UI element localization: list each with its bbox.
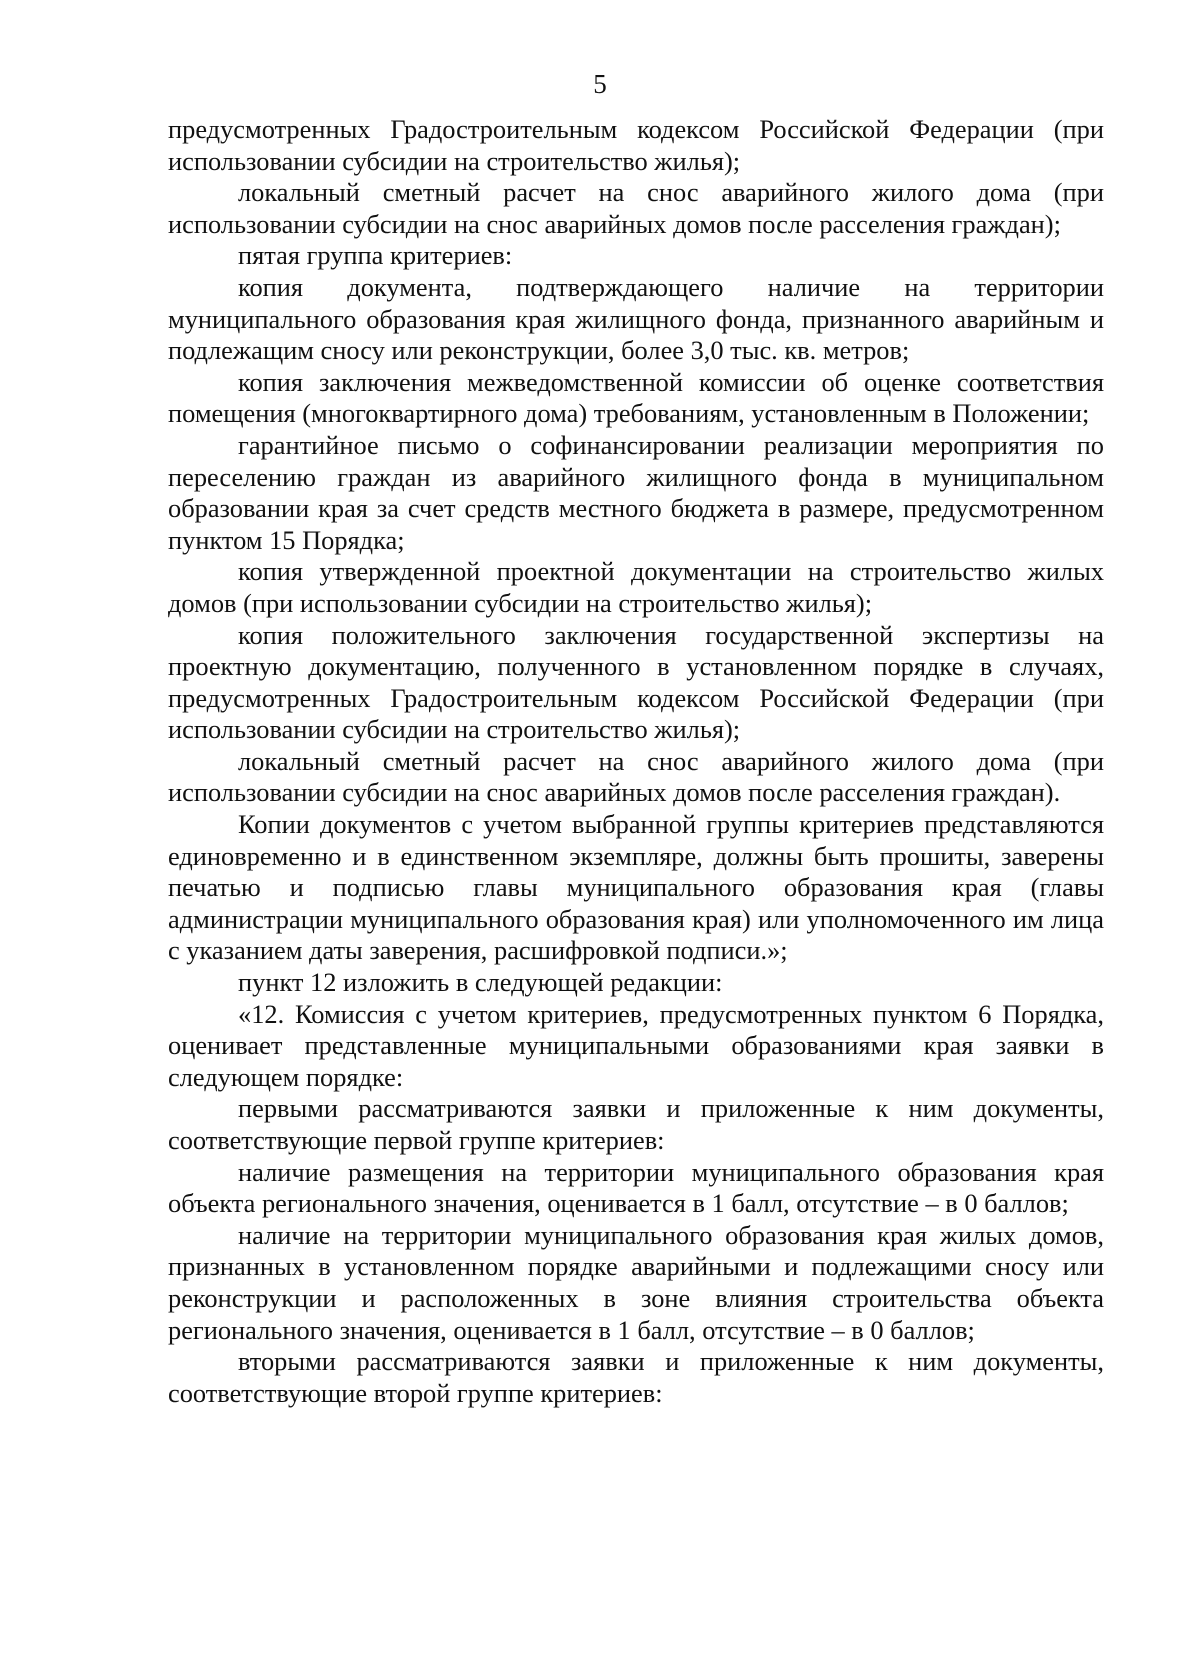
- paragraph-5: копия заключения межведомственной комиссии об оценке соответствия помещения (многоквартирного дома) требованиям, установленным в Положении;: [168, 366, 1104, 429]
- paragraph-13: первыми рассматриваются заявки и приложенные к ним документы, соответствующие первой группе критериев:: [168, 1093, 1104, 1155]
- paragraph-1: предусмотренных Градостроительным кодексом Российской Федерации (при использовании субсидии на строительство жилья);: [168, 114, 1104, 176]
- paragraph-7: копия утвержденной проектной документации на строительство жилых домов (при использовании субсидии на строительство жилья);: [168, 556, 1104, 618]
- paragraph-10: Копии документов с учетом выбранной группы критериев представляются единовременно и в единственном экземпляре, должны быть прошиты, заверены печатью и подписью главы муниципального образования края (главы администрации муниципального образования края) или уполномоченного им лица с указанием даты заверения, расшифровкой подписи.»;: [168, 809, 1104, 966]
- page-number: 5: [593, 69, 607, 99]
- paragraph-3: пятая группа критериев:: [238, 240, 513, 271]
- paragraph-14: наличие размещения на территории муниципального образования края объекта регионального значения, оценивается в 1 балл, отсутствие – в 0 баллов;: [168, 1156, 1104, 1219]
- paragraph-15: наличие на территории муниципального образования края жилых домов, признанных в установленном порядке аварийными и подлежащими сносу или реконструкции и расположенных в зоне влияния строительства объекта регионального значения, оценивается в 1 балл, отсутствие – в 0 баллов;: [168, 1219, 1104, 1345]
- paragraph-16: вторыми рассматриваются заявки и приложенные к ним документы, соответствующие второй группе критериев:: [168, 1346, 1104, 1408]
- paragraph-6: гарантийное письмо о софинансировании реализации мероприятия по переселению граждан из аварийного жилищного фонда в муниципальном образовании края за счет средств местного бюджета в размере, предусмотренном пунктом 15 Порядка;: [168, 429, 1104, 555]
- paragraph-12: «12. Комиссия с учетом критериев, предусмотренных пунктом 6 Порядка, оценивает представленные муниципальными образованиями края заявки в следующем порядке:: [168, 998, 1104, 1092]
- paragraph-9: локальный сметный расчет на снос аварийного жилого дома (при использовании субсидии на снос аварийных домов после расселения граждан).: [168, 745, 1104, 808]
- paragraph-8: копия положительного заключения государственной экспертизы на проектную документацию, полученного в установленном порядке в случаях, предусмотренных Градостроительным кодексом Российской Федерации (при использовании субсидии на строительство жилья);: [168, 619, 1104, 745]
- paragraph-11: пункт 12 изложить в следующей редакции:: [238, 967, 723, 998]
- paragraph-4: копия документа, подтверждающего наличие на территории муниципального образования края жилищного фонда, признанного аварийным и подлежащим сносу или реконструкции, более 3,0 тыс. кв. метров;: [168, 271, 1104, 366]
- paragraph-2: локальный сметный расчет на снос аварийного жилого дома (при использовании субсидии на снос аварийных домов после расселения граждан);: [168, 177, 1104, 239]
- document-body: [168, 114, 1104, 1409]
